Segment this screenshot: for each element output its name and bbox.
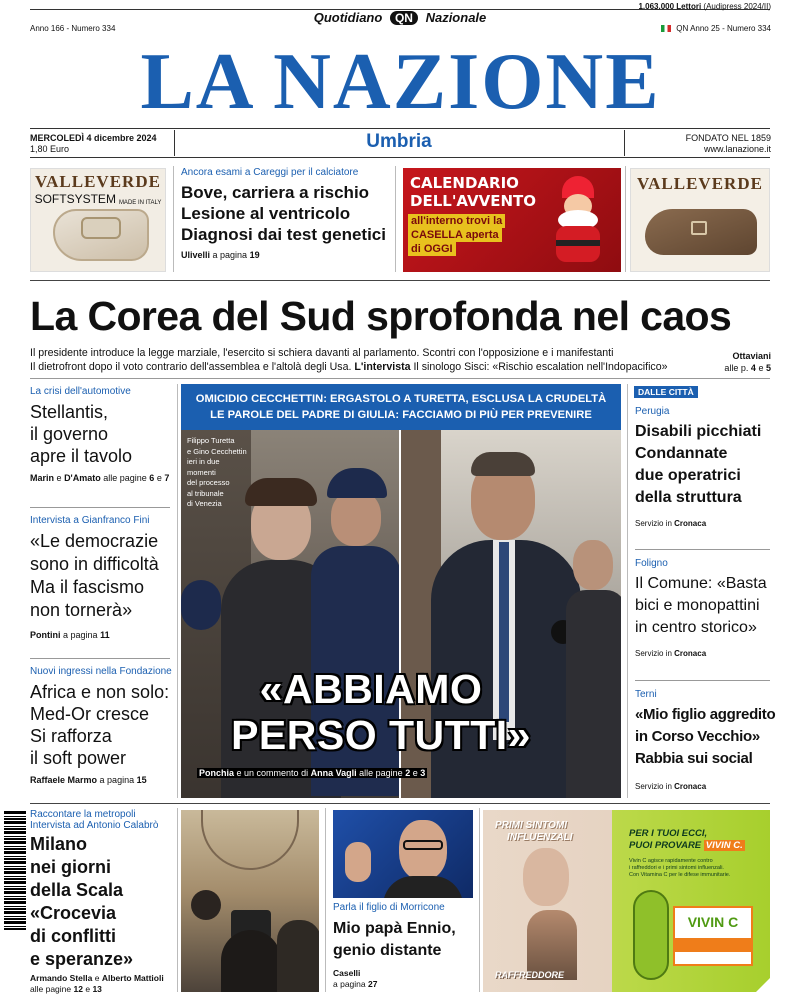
ad-brand: VIVIN C. [705, 840, 743, 851]
ad-product-box [673, 906, 753, 966]
foligno-l3: in centro storico» [635, 619, 757, 636]
milano-kicker1: Raccontare la metropoli [30, 809, 136, 820]
photo-story-credit [181, 768, 621, 778]
left-story-3[interactable] [30, 666, 172, 785]
caption-3: ieri in due [187, 457, 220, 466]
price: 1,80 Euro [30, 144, 70, 154]
milano-p1: 12 [73, 984, 83, 994]
city-story-foligno[interactable] [635, 558, 775, 658]
morricone-page: 27 [368, 979, 378, 989]
perugia-l4: della struttura [635, 489, 742, 506]
foligno-credit [635, 649, 775, 658]
photo-story[interactable] [181, 384, 621, 798]
morricone-kicker: Parla il figlio di Morricone [333, 902, 445, 913]
perugia-credit [635, 519, 775, 528]
made-in-italy-label: MADE IN ITALY [118, 200, 162, 206]
terni-credit [635, 782, 775, 791]
milano-l5: di conflitti [30, 926, 116, 946]
lead-pages-pre: alle p. [724, 363, 749, 373]
milano-l1: Milano [30, 834, 87, 854]
lead-summary-2a: Il dietrofront dopo il voto contrario dell'assemblea e l'altolà degli Usa. [30, 361, 352, 373]
photo-credit-author: Ponchia [199, 768, 235, 778]
photo-credit-p1: 2 [405, 768, 411, 778]
quote-line1: «ABBIAMO [259, 666, 483, 712]
left-story-2-l3: Ma il fascismo [30, 577, 145, 597]
left-story-1-and: e [56, 473, 62, 483]
city-story-terni[interactable] [635, 689, 775, 791]
left-story-2-credit [30, 630, 172, 640]
left-story-1-p1: 6 [149, 473, 155, 483]
quote-line2: PERSO TUTTI» [231, 712, 531, 758]
left-story-3-l1: Africa e non solo: [30, 682, 170, 702]
lead-headline[interactable]: La Corea del Sud sprofonda nel caos [30, 293, 732, 339]
year-right [661, 24, 771, 33]
perugia-l2: Condannate [635, 445, 728, 462]
morricone-pages: a pagina [333, 979, 366, 989]
left-story-1-credit [30, 473, 170, 483]
lead-summary [30, 346, 712, 374]
lead-page1: 4 [750, 363, 756, 373]
left-story-1-l2: il governo [30, 424, 109, 444]
foligno-l1: Il Comune: «Basta [635, 575, 767, 592]
caption-1: Filippo Turetta [187, 436, 235, 445]
nazionale-label: Nazionale [425, 10, 487, 25]
advent-calendar-ad[interactable] [403, 168, 621, 272]
valleverde-brand-right: VALLEVERDE [637, 174, 763, 193]
caption-5: del processo [187, 478, 230, 487]
morricone-credit [333, 968, 377, 990]
qn-logo: QN [390, 11, 418, 25]
milano-l3: della Scala [30, 880, 124, 900]
milano-p2: 13 [92, 984, 102, 994]
calendar-text3: di OGGI [408, 242, 456, 256]
clog-buckle [691, 221, 707, 235]
perugia-headline [635, 421, 775, 509]
founded: FONDATO NEL 1859 [685, 133, 771, 143]
perugia-section: Cronaca [674, 519, 707, 528]
top-story-line2: Lesione al ventricolo [181, 204, 351, 223]
perugia-l1: Disabili picchiati [635, 423, 762, 440]
barcode [4, 810, 26, 930]
milano-pages-and: e [85, 984, 91, 994]
left-story-3-l2: Med-Or cresce [30, 704, 150, 724]
top-story-headline [181, 182, 391, 245]
valleverde-brand: VALLEVERDE [35, 172, 161, 191]
terni-l2: in Corso Vecchio» [635, 728, 760, 745]
left-story-2[interactable] [30, 515, 172, 640]
top-story-author: Ulivelli [181, 250, 211, 260]
lead-interview-label: L'intervista [354, 361, 411, 373]
calendar-line2: DELL'AVVENTO [410, 192, 536, 210]
left-story-1-pages: alle pagine [103, 473, 147, 483]
newspaper-title: LA NAZIONE [140, 38, 661, 126]
perugia-service: Servizio in [635, 519, 672, 528]
santa-illustration [548, 176, 608, 266]
top-story[interactable] [181, 166, 391, 272]
left-story-2-l2: sono in difficoltà [30, 554, 159, 574]
left-story-2-l4: non tornerà» [30, 600, 133, 620]
lead-summary-2c: Il sinologo Sisci: «Rischio escalation nell'Indopacifico» [413, 361, 668, 373]
left-story-3-headline [30, 681, 172, 769]
lead-page2: 5 [765, 363, 771, 373]
photo-credit-commentator: Anna Vagli [310, 768, 357, 778]
ad-small-2: i raffreddori e i primi sintomi influenzali. [629, 865, 724, 871]
milano-kicker2: Intervista ad Antonio Calabrò [30, 820, 159, 831]
photo-credit-and: e [412, 768, 418, 778]
caption-2: e Gino Cecchettin [187, 446, 247, 456]
left-story-3-p1: 15 [136, 775, 147, 785]
morricone-story[interactable] [333, 810, 473, 992]
left-story-1-kicker: La crisi dell'automotive [30, 386, 131, 397]
ad-tuoi [629, 828, 745, 852]
top-story-page-text: a pagina [212, 250, 248, 260]
city-story-perugia[interactable] [635, 406, 775, 528]
ad-woman-image [523, 848, 569, 906]
issue-date [30, 133, 157, 155]
milano-photo [181, 810, 319, 992]
terni-service: Servizio in [635, 782, 672, 791]
left-story-2-kicker: Intervista a Gianfranco Fini [30, 515, 150, 526]
left-story-1-author-b: D'Amato [64, 473, 101, 483]
city-terni: Terni [635, 689, 657, 700]
morricone-author: Caselli [333, 968, 361, 978]
milano-l4: «Crocevia [30, 903, 117, 923]
top-story-credit [181, 250, 391, 260]
left-story-2-headline [30, 530, 172, 622]
valleverde-ad-right[interactable] [630, 168, 770, 272]
milano-and: e [94, 973, 100, 983]
caption-7: di Venezia [187, 499, 222, 508]
top-story-page: 19 [249, 250, 260, 260]
vivin-c-ad[interactable] [483, 810, 770, 992]
city-foligno: Foligno [635, 558, 668, 569]
readers-info [638, 2, 771, 11]
top-story-kicker: Ancora esami a Careggi per il calciatore [181, 167, 359, 178]
readers-source: (Audipress 2024/II) [703, 2, 771, 11]
left-story-1-l1: Stellantis, [30, 402, 109, 422]
terni-section: Cronaca [674, 782, 707, 791]
italy-flag-icon [661, 25, 671, 32]
valleverde-ad-left[interactable] [30, 168, 166, 272]
foligno-l2: bici e monopattini [635, 597, 760, 614]
left-story-1-amp: e [156, 473, 162, 483]
lead-pages-and: e [758, 363, 764, 373]
terni-l3: Rabbia sui social [635, 750, 753, 767]
banner-line2: LE PAROLE DEL PADRE DI GIULIA: FACCIAMO DI PIÙ PER PREVENIRE [210, 409, 592, 421]
photo-credit-pages: alle pagine [359, 768, 403, 778]
morricone-headline [333, 918, 456, 962]
milano-pages: alle pagine [30, 984, 72, 994]
top-story-line1: Bove, carriera a rischio [181, 183, 370, 202]
left-story-3-pages: a pagina [99, 775, 135, 785]
calendar-line1: CALENDARIO [410, 174, 519, 192]
year-left: Anno 166 - Numero 334 [30, 24, 116, 33]
quotidiano-label: Quotidiano [313, 10, 383, 25]
website[interactable]: www.lanazione.it [703, 144, 771, 154]
readers-count: 1.063.000 Lettori [638, 2, 702, 11]
ad-tuoi-line1: PER I TUOI ECCI, [629, 828, 708, 839]
qn-bar [300, 10, 500, 25]
banner-line1: OMICIDIO CECCHETTIN: ERGASTOLO A TURETTA, ESCLUSA LA CRUDELTÀ [195, 393, 607, 405]
photo-credit-p2: 3 [420, 768, 426, 778]
left-story-2-pages: a pagina [63, 630, 98, 640]
ad-corner-icon [756, 978, 770, 992]
milano-l2: nei giorni [30, 857, 111, 877]
year-right-text: QN Anno 25 - Numero 334 [676, 24, 771, 33]
foligno-service: Servizio in [635, 649, 672, 658]
milano-headline [30, 833, 172, 971]
terni-headline [635, 704, 775, 770]
ad-primi-line2: INFLUENZALI [507, 832, 573, 843]
left-story-2-l1: «Le democrazie [30, 531, 159, 551]
left-story-2-author: Pontini [30, 630, 61, 640]
quote-overlay [181, 666, 621, 758]
calendar-text-box [408, 214, 526, 256]
caption-4: momenti [187, 467, 216, 477]
edition-name: Umbria [366, 131, 432, 152]
ad-small-3: Con Vitamina C per le difese immunitarie. [629, 872, 731, 878]
lead-summary-line2 [30, 360, 712, 374]
calendar-text2: CASELLA aperta [408, 228, 502, 242]
photo-story-banner [181, 384, 621, 430]
ad-small-1: Vivin C agisce rapidamente contro [629, 858, 713, 864]
left-story-3-kicker: Nuovi ingressi nella Fondazione [30, 666, 172, 677]
milano-l6: e speranze» [30, 949, 134, 969]
left-story-1-l3: apre il tavolo [30, 446, 133, 466]
milano-author-b: Alberto Mattioli [101, 973, 164, 983]
milano-story[interactable] [30, 809, 172, 995]
caption-6: al tribunale [187, 488, 224, 498]
left-story-1-p2: 7 [164, 473, 170, 483]
ad-mascot [633, 890, 669, 980]
ad-raffreddore: RAFFREDDORE [495, 970, 564, 980]
photo-caption [187, 436, 247, 510]
ad-primi-line1: PRIMI SINTOMI [495, 820, 568, 831]
left-story-1-author-a: Marin [30, 473, 55, 483]
milano-author-a: Armando Stella [30, 973, 93, 983]
foligno-section: Cronaca [674, 649, 707, 658]
perugia-l3: due operatrici [635, 467, 741, 484]
sandal-strap [81, 217, 121, 239]
softsystem-label: SOFTSYSTEM [34, 192, 116, 206]
left-story-3-credit [30, 775, 172, 785]
ad-small-text [629, 858, 730, 879]
left-story-1-headline [30, 401, 170, 467]
left-story-1[interactable] [30, 386, 170, 483]
founded-info [686, 133, 771, 155]
date: MERCOLEDÌ 4 dicembre 2024 [30, 133, 157, 143]
morricone-photo [333, 810, 473, 898]
left-story-3-l3: Si rafforza [30, 726, 112, 746]
left-story-3-l4: il soft power [30, 748, 127, 768]
ad-tuoi-line2: PUOI PROVARE [629, 840, 702, 851]
left-story-2-p1: 11 [100, 630, 110, 640]
calendar-text1: all'interno trovi la [408, 214, 505, 228]
morricone-l1: Mio papà Ennio, [333, 920, 456, 937]
milano-credit [30, 973, 172, 995]
foligno-headline [635, 573, 775, 639]
morricone-l2: genio distante [333, 942, 442, 959]
left-story-3-author: Raffaele Marmo [30, 775, 98, 785]
terni-l1: «Mio figlio aggredito [635, 706, 776, 723]
ad-box-label: VIVIN C [687, 914, 739, 930]
photo-credit-mid: e un commento di [236, 768, 309, 778]
masthead [0, 0, 801, 160]
lead-author: Ottaviani [732, 351, 771, 361]
cities-label: DALLE CITTÀ [634, 386, 698, 398]
city-perugia: Perugia [635, 406, 670, 417]
lead-credit [724, 350, 771, 374]
lead-summary-line1: Il presidente introduce la legge marziale, l'esercito si schiera davanti al parlamento. Scontri con l'opposizione e i manifestanti [30, 347, 614, 359]
top-story-line3: Diagnosi dai test genetici [181, 225, 386, 244]
